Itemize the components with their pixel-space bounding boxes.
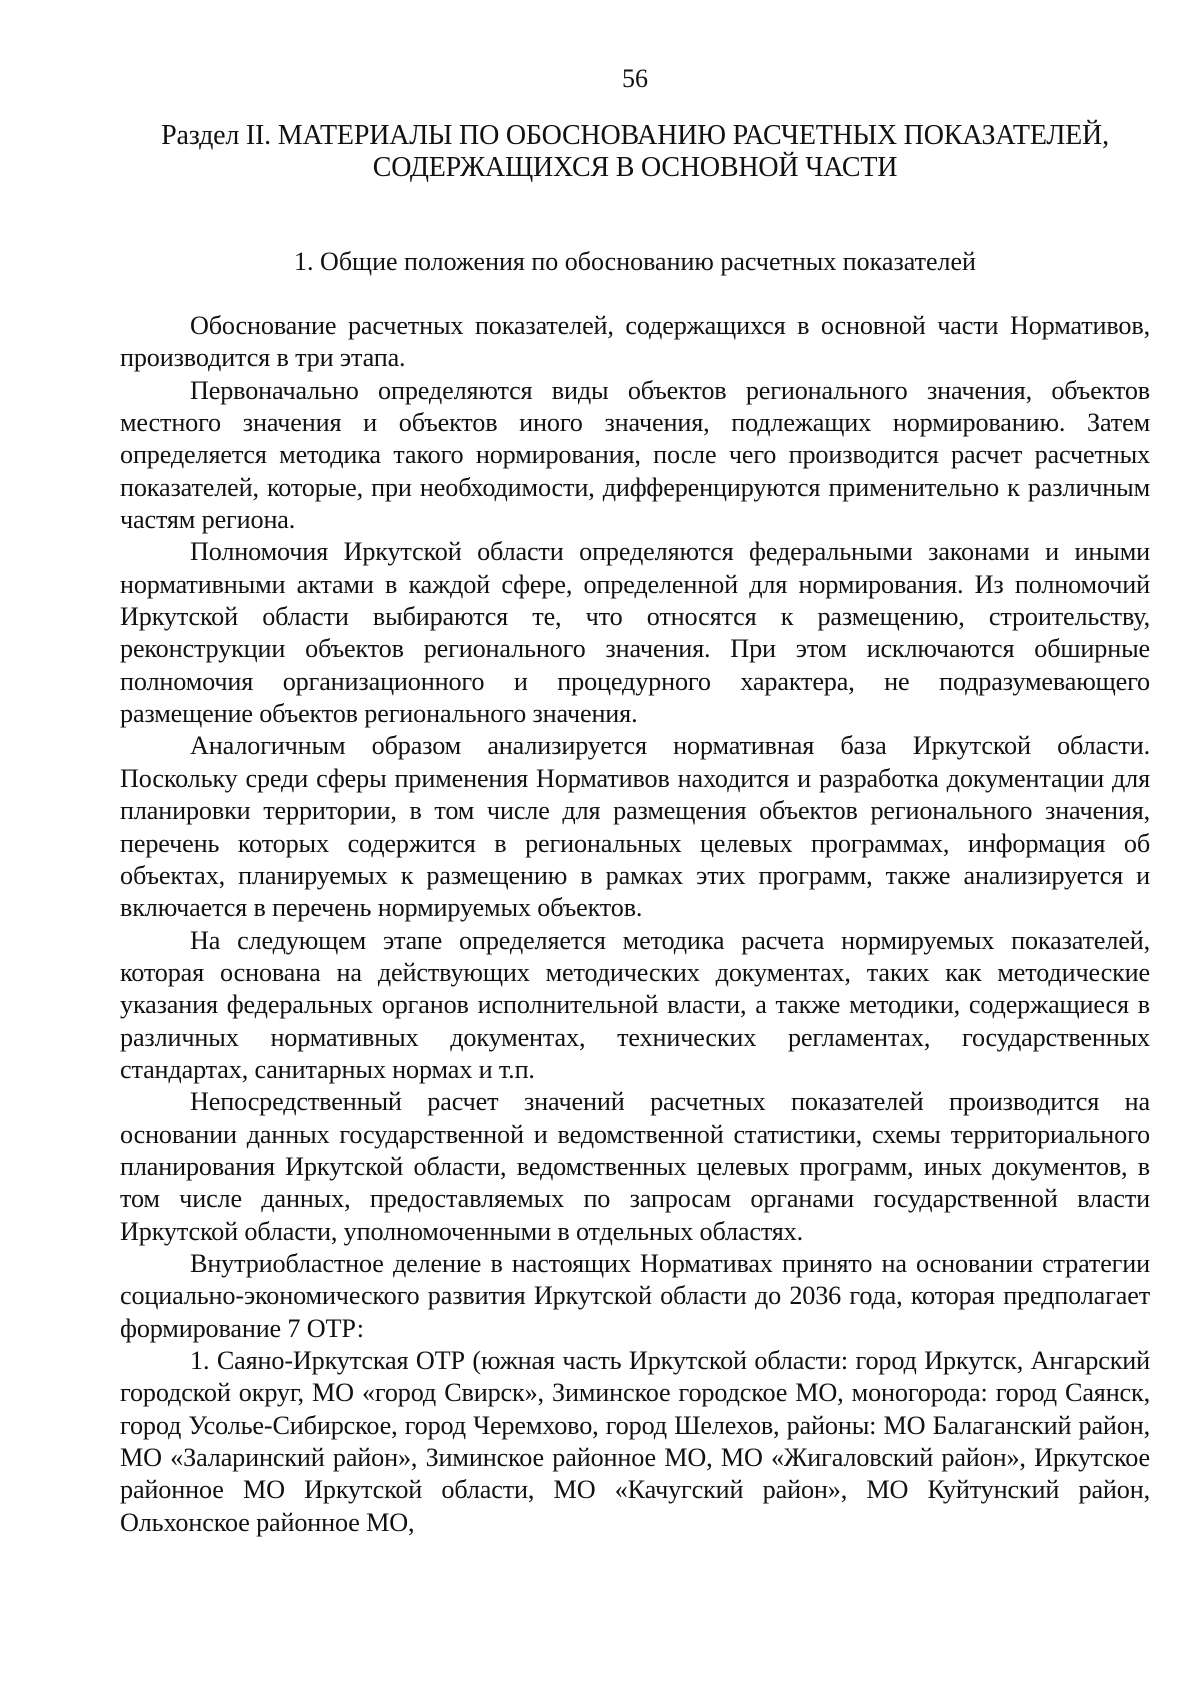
- paragraph: Первоначально определяются виды объектов регионального значения, объектов местного значения и объектов иного значения, подлежащих нормированию. Затем определяется методика такого нормирования, после чего производится расчет расчетных показателей, которые, при необходимости, дифференцируются применительно к различным частям региона.: [120, 375, 1150, 535]
- section-title-line-2: СОДЕРЖАЩИХСЯ В ОСНОВНОЙ ЧАСТИ: [372, 152, 898, 183]
- paragraph: Внутриобластное деление в настоящих Нормативах принято на основании стратегии социально-экономического развития Иркутской области до 2036 года, которая предполагает формирование 7 ОТР:: [120, 1248, 1150, 1343]
- paragraph: 1. Саяно-Иркутская ОТР (южная часть Иркутской области: город Иркутск, Ангарский городской округ, МО «город Свирск», Зиминское городское МО, моногорода: город Саянск, город Усолье-Сибирское, город Черемхово, город Шелехов, районы: МО Балаганский район, МО «Заларинский район», Зиминское районное МО, МО «Жигаловский район», Иркутское районное МО Иркутской области, МО «Качугский район», МО Куйтунский район, Ольхонское районное МО,: [120, 1346, 1150, 1537]
- section-title-line-1: Раздел II. МАТЕРИАЛЫ ПО ОБОСНОВАНИЮ РАСЧЕТНЫХ ПОКАЗАТЕЛЕЙ,: [161, 120, 1109, 151]
- subsection-title: 1. Общие положения по обоснованию расчетных показателей: [294, 247, 976, 276]
- paragraph: Непосредственный расчет значений расчетных показателей производится на основании данных государственной и ведомственной статистики, схемы территориального планирования Иркутской области, ведомственных целевых программ, иных документов, в том числе данных, предоставляемых по запросам органами государственной власти Иркутской области, уполномоченными в отдельных областях.: [120, 1087, 1150, 1246]
- paragraph: Аналогичным образом анализируется нормативная база Иркутской области. Поскольку среди сферы применения Нормативов находится и разработка документации для планировки территории, в том числе для размещения объектов регионального значения, перечень которых содержится в региональных целевых программах, информация об объектах, планируемых к размещению в рамках этих программ, также анализируется и включается в перечень нормируемых объектов.: [120, 731, 1150, 923]
- paragraph: Обоснование расчетных показателей, содержащихся в основной части Нормативов, производится в три этапа.: [120, 311, 1150, 373]
- page-number: 56: [622, 64, 648, 93]
- section-title: [120, 120, 1150, 184]
- body-text: [120, 310, 1150, 1539]
- paragraph: На следующем этапе определяется методика расчета нормируемых показателей, которая основана на действующих методических документах, таких как методические указания федеральных органов исполнительной власти, а также методики, содержащиеся в различных нормативных документах, технических регламентах, государственных стандартах, санитарных нормах и т.п.: [120, 925, 1150, 1084]
- paragraph: Полномочия Иркутской области определяются федеральными законами и иными нормативными актами в каждой сфере, определенной для нормирования. Из полномочий Иркутской области выбираются те, что относятся к размещению, строительству, реконструкции объектов регионального значения. При этом исключаются обширные полномочия организационного и процедурного характера, не подразумевающего размещение объектов регионального значения.: [120, 537, 1150, 729]
